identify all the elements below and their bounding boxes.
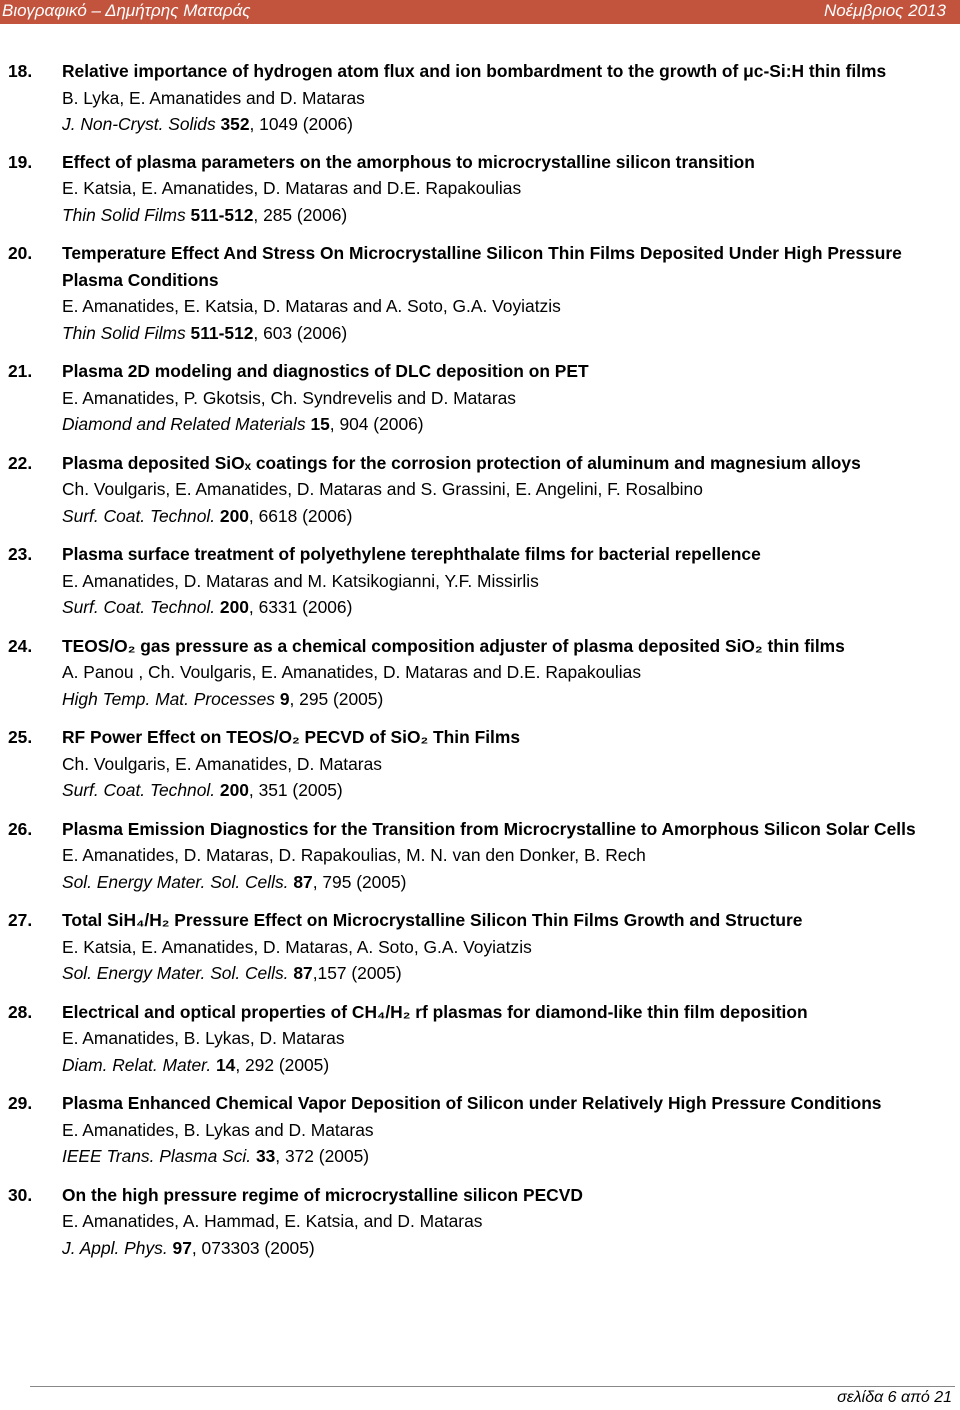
entry-citation [62,1143,960,1170]
publication-entry [0,450,960,530]
entry-title: On the high pressure regime of microcrystalline silicon PECVD [62,1184,583,1205]
entry-number: 28. [8,1001,33,1022]
entry-volume: 200 [219,597,249,617]
footer-divider [30,1386,955,1387]
entry-title: Plasma deposited SiOₓ coatings for the corrosion protection of aluminum and magnesium alloys [62,452,861,473]
entry-volume: 33 [255,1146,276,1166]
entry-title: Plasma Emission Diagnostics for the Transition from Microcrystalline to Amorphous Silicon Solar Cells [62,818,916,839]
entry-volume: 200 [219,780,249,800]
entry-title: Electrical and optical properties of CH₄/H₂ rf plasmas for diamond-like thin film deposition [62,1001,808,1022]
entry-pages: , 073303 (2005) [191,1237,315,1258]
publication-entry [0,541,960,621]
entry-journal: Diam. Relat. Mater. [62,1054,212,1075]
publication-entry [0,240,960,346]
entry-citation [62,411,960,438]
entry-journal: Diamond and Related Materials [62,414,306,434]
entry-pages: , 904 (2006) [329,414,424,434]
entry-volume: 9 [279,688,290,709]
entry-authors: E. Amanatides, E. Katsia, D. Mataras and A. Soto, G.A. Voyiatzis [62,296,561,316]
entry-number: 23. [8,544,33,564]
header-date: Νοέμβριος 2013 [823,1,946,20]
entry-authors: E. Amanatides, P. Gkotsis, Ch. Syndrevelis and D. Mataras [62,387,516,408]
entry-pages: , 1049 (2006) [249,114,353,134]
entry-pages: , 351 (2005) [248,780,343,800]
entry-citation [62,686,960,713]
entry-pages: , 292 (2005) [235,1054,330,1075]
entry-volume: 200 [219,505,249,526]
publication-list [0,58,960,1261]
entry-title: RF Power Effect on TEOS/O₂ PECVD of SiO₂ Thin Films [62,727,520,747]
header-title: Βιογραφικό – Δημήτρης Ματαράς [2,1,251,20]
entry-pages: , 6618 (2006) [248,505,353,526]
entry-authors: E. Amanatides, D. Mataras, D. Rapakoulias, M. N. van den Donker, B. Rech [62,845,646,865]
entry-pages: ,157 (2005) [312,963,402,983]
entry-authors: E. Amanatides, A. Hammad, E. Katsia, and D. Mataras [62,1211,483,1231]
entry-authors: E. Amanatides, B. Lykas and D. Mataras [62,1119,374,1140]
entry-journal: Thin Solid Films [62,322,186,343]
entry-authors: Ch. Voulgaris, E. Amanatides, D. Mataras [62,753,382,774]
entry-number: 27. [8,910,33,930]
entry-number: 22. [8,452,33,473]
entry-title: Relative importance of hydrogen atom flux and ion bombardment to the growth of μc-Si:H thin films [62,61,887,81]
entry-authors: E. Katsia, E. Amanatides, D. Mataras and D.E. Rapakoulias [62,178,522,198]
entry-title: Plasma Enhanced Chemical Vapor Deposition of Silicon under Relatively High Pressure Conditions [62,1093,882,1113]
entry-volume: 511-512 [190,322,254,343]
entry-pages: , 372 (2005) [275,1146,370,1166]
entry-journal: Surf. Coat. Technol. [62,505,216,526]
publication-entry [0,1182,960,1262]
entry-pages: , 295 (2005) [289,688,384,709]
page-header [0,0,960,24]
entry-volume: 87 [293,963,313,983]
publication-entry [0,358,960,438]
entry-number: 29. [8,1093,33,1113]
entry-citation [62,111,960,138]
entry-citation [62,1235,960,1262]
entry-pages: , 285 (2006) [253,204,348,225]
entry-number: 20. [8,243,33,263]
entry-citation [62,960,960,987]
entry-title: Total SiH₄/H₂ Pressure Effect on Microcrystalline Silicon Thin Films Growth and Structure [62,910,803,930]
entry-number: 18. [8,61,33,81]
entry-number: 21. [8,361,33,381]
entry-number: 24. [8,635,33,656]
entry-journal: Surf. Coat. Technol. [62,597,216,617]
entry-citation [62,503,960,530]
entry-journal: Surf. Coat. Technol. [62,780,216,800]
entry-citation [62,594,960,621]
entry-citation [62,320,960,347]
entry-journal: IEEE Trans. Plasma Sci. [62,1146,252,1166]
entry-journal: Sol. Energy Mater. Sol. Cells. [62,871,289,892]
entry-volume: 87 [293,871,313,892]
publication-entry [0,149,960,229]
publication-entry [0,724,960,804]
entry-citation [62,777,960,804]
page-number: σελίδα 6 από 21 [837,1389,952,1406]
entry-title: Plasma 2D modeling and diagnostics of DLC deposition on PET [62,361,589,381]
entry-number: 25. [8,727,33,747]
entry-authors: E. Amanatides, D. Mataras and M. Katsikogianni, Y.F. Missirlis [62,570,539,591]
entry-journal: J. Non-Cryst. Solids [62,114,216,134]
publication-entry [0,633,960,713]
entry-pages: , 795 (2005) [312,871,407,892]
entry-title: TEOS/O₂ gas pressure as a chemical composition adjuster of plasma deposited SiO₂ thin films [62,635,845,656]
entry-number: 30. [8,1184,33,1205]
entry-authors: E. Amanatides, B. Lykas, D. Mataras [62,1028,345,1048]
entry-citation [62,869,960,896]
publication-entry [0,816,960,896]
entry-journal: High Temp. Mat. Processes [62,688,275,709]
entry-pages: , 603 (2006) [253,322,348,343]
publication-entry [0,999,960,1079]
publication-entry [0,58,960,138]
entry-title: Effect of plasma parameters on the amorphous to microcrystalline silicon transition [62,151,755,172]
entry-citation [62,202,960,229]
entry-authors: Ch. Voulgaris, E. Amanatides, D. Mataras and S. Grassini, E. Angelini, F. Rosalbino [62,479,703,499]
publication-entry [0,907,960,987]
entry-pages: , 6331 (2006) [248,597,353,617]
entry-volume: 97 [172,1237,192,1258]
entry-volume: 352 [220,114,250,134]
entry-volume: 15 [310,414,330,434]
entry-journal: J. Appl. Phys. [62,1237,168,1258]
entry-title: Temperature Effect And Stress On Microcrystalline Silicon Thin Films Deposited Under High Pressure Plasma Conditions [62,243,902,290]
entry-title: Plasma surface treatment of polyethylene terephthalate films for bacterial repellence [62,544,761,564]
entry-authors: A. Panou , Ch. Voulgaris, E. Amanatides, D. Mataras and D.E. Rapakoulias [62,662,642,682]
entry-number: 26. [8,818,33,839]
entry-volume: 14 [216,1054,236,1075]
entry-volume: 511-512 [190,204,254,225]
entry-authors: B. Lyka, E. Amanatides and D. Mataras [62,87,365,108]
entry-number: 19. [8,151,33,172]
publication-entry [0,1090,960,1170]
entry-citation [62,1052,960,1079]
entry-journal: Sol. Energy Mater. Sol. Cells. [62,963,289,983]
entry-authors: E. Katsia, E. Amanatides, D. Mataras, A. Soto, G.A. Voyiatzis [62,936,532,957]
entry-journal: Thin Solid Films [62,204,186,225]
